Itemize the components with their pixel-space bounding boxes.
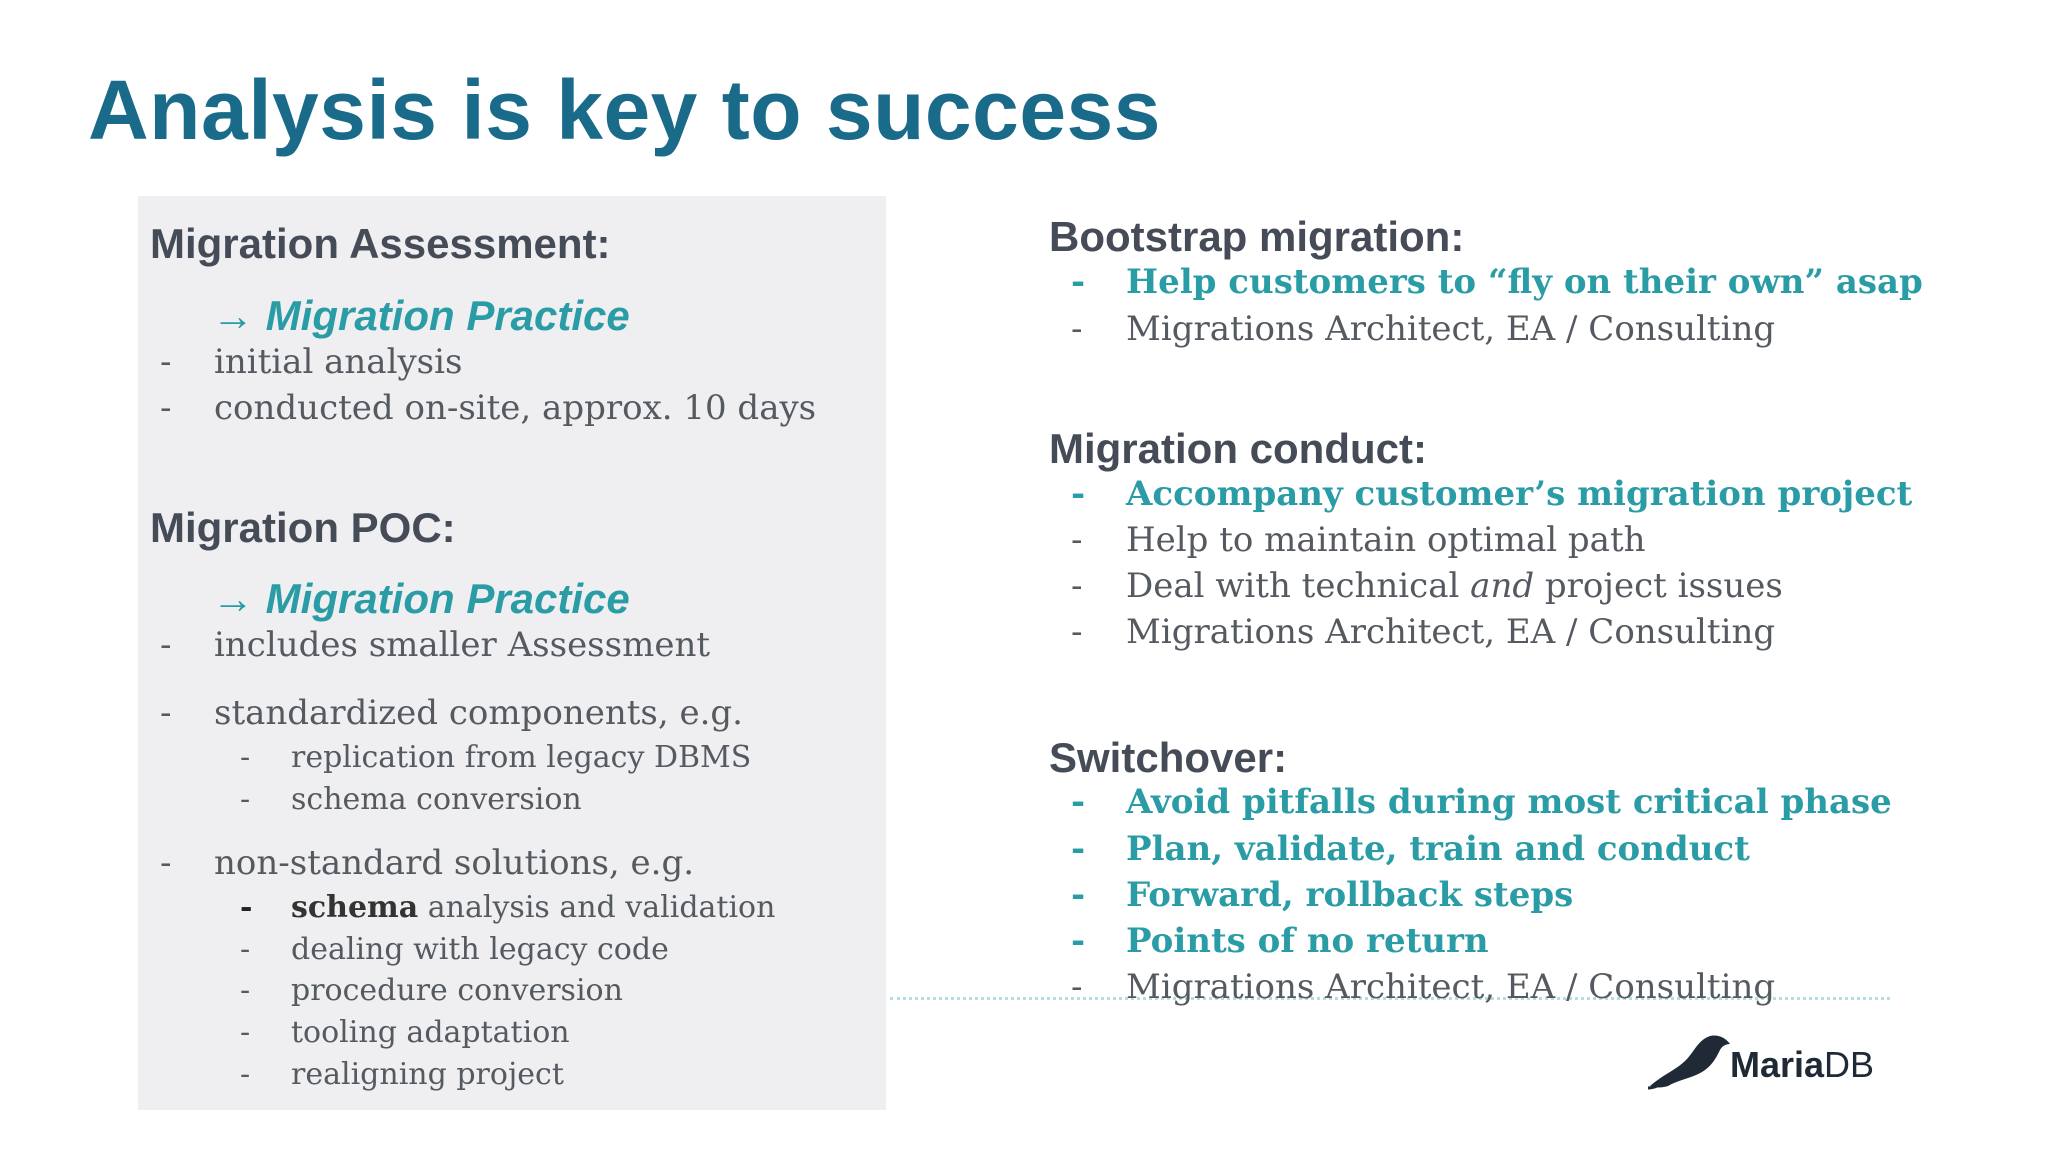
poc-item: standardized components, e.g.	[214, 693, 743, 733]
mariadb-logo	[1730, 1044, 1874, 1086]
bullet-dash: -	[160, 693, 172, 733]
conduct-highlight: Accompany customer’s migration project	[1126, 474, 1913, 514]
conduct-heading: Migration conduct:	[1049, 425, 1427, 472]
poc-practice-link: → Migration Practice	[212, 575, 630, 622]
bullet-dash: -	[1071, 612, 1083, 652]
bullet-dash: -	[1071, 520, 1083, 560]
emphasis-text: and	[1470, 566, 1535, 606]
switchover-highlight: Forward, rollback steps	[1126, 875, 1574, 915]
switchover-highlight: Plan, validate, train and conduct	[1126, 829, 1750, 869]
bullet-dash: -	[240, 1015, 251, 1050]
bullet-dash: -	[1071, 566, 1083, 606]
bullet-dash: -	[1071, 782, 1086, 822]
bullet-dash: -	[1071, 474, 1086, 514]
switchover-item: Migrations Architect, EA / Consulting	[1126, 967, 1776, 1007]
conduct-item: Migrations Architect, EA / Consulting	[1126, 612, 1776, 652]
bullet-dash: -	[240, 740, 251, 775]
bullet-dash: -	[240, 890, 253, 925]
bullet-dash: -	[160, 342, 172, 382]
bullet-dash: -	[1071, 309, 1083, 349]
bullet-dash: -	[240, 782, 251, 817]
poc-subitem: procedure conversion	[291, 973, 623, 1008]
poc-heading: Migration POC:	[150, 504, 456, 551]
assessment-item: initial analysis	[214, 342, 463, 382]
poc-subitem: schema conversion	[291, 782, 582, 817]
bullet-dash: -	[160, 625, 172, 665]
bullet-dash: -	[160, 843, 172, 883]
poc-subitem: tooling adaptation	[291, 1015, 570, 1050]
bootstrap-highlight: Help customers to “fly on their own” asap	[1126, 262, 1923, 302]
bullet-dash: -	[1071, 262, 1086, 302]
poc-item: includes smaller Assessment	[214, 625, 711, 665]
bullet-dash: -	[1071, 967, 1083, 1007]
bullet-dash: -	[240, 1057, 251, 1092]
conduct-item: Help to maintain optimal path	[1126, 520, 1646, 560]
poc-subitem	[291, 890, 775, 925]
subitem-text: analysis and validation	[418, 890, 776, 925]
poc-subitem: replication from legacy DBMS	[291, 740, 752, 775]
item-text: Deal with technical	[1126, 566, 1471, 606]
logo-text-rest: DB	[1824, 1044, 1875, 1085]
item-text: project issues	[1534, 566, 1783, 606]
switchover-heading: Switchover:	[1049, 734, 1288, 781]
assessment-practice-link: → Migration Practice	[212, 292, 630, 339]
poc-item: non-standard solutions, e.g.	[214, 843, 695, 883]
poc-subitem: dealing with legacy code	[291, 932, 669, 967]
slide-title: Analysis is key to success	[88, 63, 1161, 157]
bootstrap-item: Migrations Architect, EA / Consulting	[1126, 309, 1776, 349]
assessment-item: conducted on-site, approx. 10 days	[214, 388, 817, 428]
bullet-dash: -	[1071, 921, 1086, 961]
conduct-item	[1126, 566, 1783, 606]
bullet-dash: -	[1071, 829, 1086, 869]
bullet-dash: -	[240, 973, 251, 1008]
poc-subitem: realigning project	[291, 1057, 564, 1092]
switchover-highlight: Avoid pitfalls during most critical phase	[1126, 782, 1892, 822]
bullet-dash: -	[160, 388, 172, 428]
assessment-heading: Migration Assessment:	[150, 220, 611, 267]
switchover-highlight: Points of no return	[1126, 921, 1489, 961]
bootstrap-heading: Bootstrap migration:	[1049, 213, 1465, 260]
logo-text-bold: Maria	[1730, 1044, 1825, 1085]
seal-icon	[1646, 1030, 1736, 1090]
bullet-dash: -	[1071, 875, 1086, 915]
emphasis-text: schema	[291, 890, 419, 925]
bullet-dash: -	[240, 932, 251, 967]
